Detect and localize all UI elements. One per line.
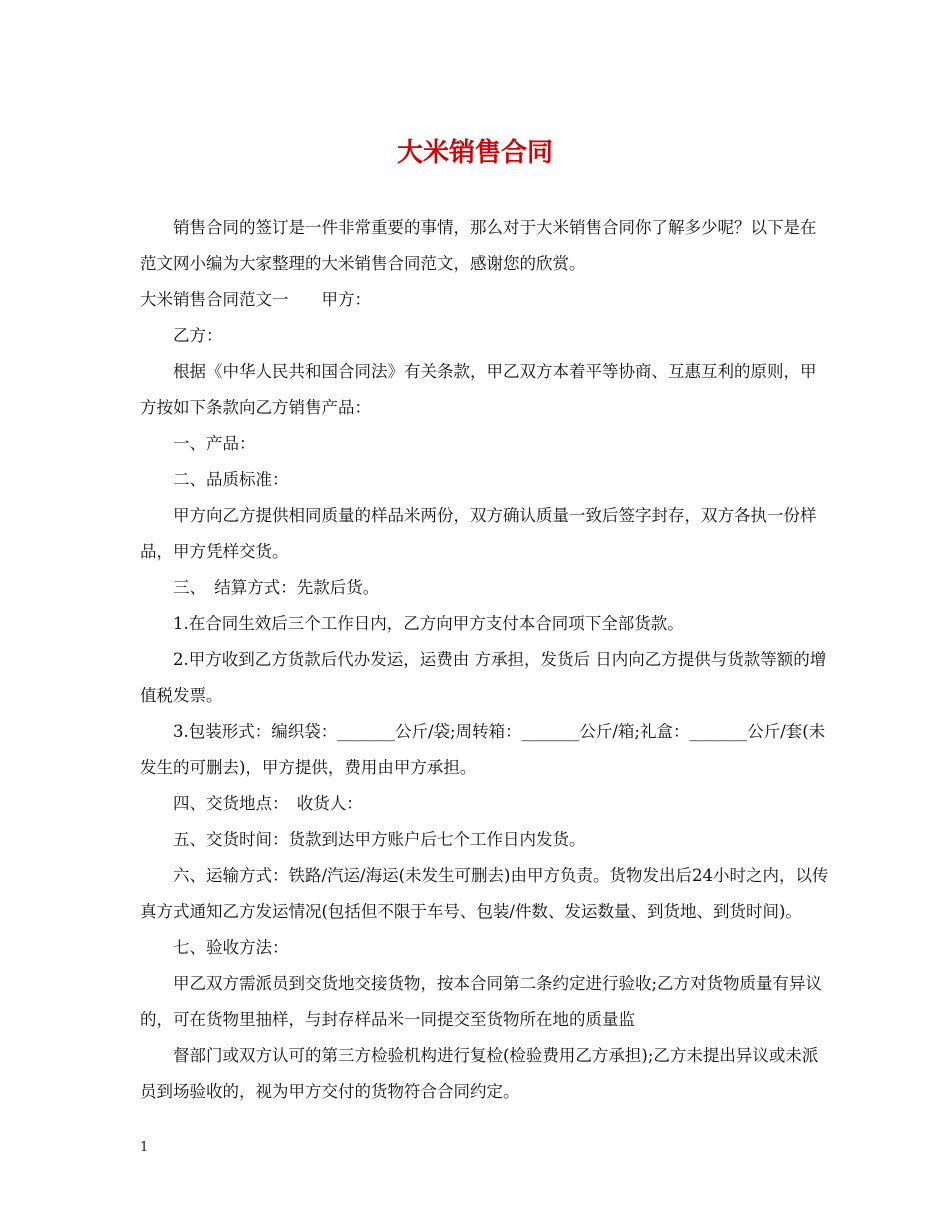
paragraph: 1.在合同生效后三个工作日内，乙方向甲方支付本合同项下全部货款。	[173, 614, 684, 633]
paragraph: 二、品质标准：	[173, 470, 289, 489]
document-body	[140, 210, 832, 1110]
paragraph: 甲方向乙方提供相同质量的样品米两份，双方确认质量一致后签字封存，双方各执一份样品，甲方凭样交货。	[140, 506, 817, 561]
paragraph: 一、产品：	[173, 434, 256, 453]
paragraph: 四、交货地点： 收货人：	[173, 794, 363, 813]
paragraph: 七、验收方法：	[173, 938, 289, 957]
paragraph: 六、运输方式：铁路/汽运/海运(未发生可删去)由甲方负责。货物发出后24小时之内，以传真方式通知乙方发运情况(包括但不限于车号、包装/件数、发运数量、到货地、到货时间)。	[140, 866, 829, 921]
paragraph: 督部门或双方认可的第三方检验机构进行复检(检验费用乙方承担);乙方未提出异议或未派员到场验收的，视为甲方交付的货物符合合同约定。	[140, 1046, 819, 1101]
paragraph: 根据《中华人民共和国合同法》有关条款，甲乙双方本着平等协商、互惠互利的原则，甲方按如下条款向乙方销售产品：	[140, 362, 817, 417]
paragraph: 销售合同的签订是一件非常重要的事情，那么对于大米销售合同你了解多少呢？以下是在范文网小编为大家整理的大米销售合同范文，感谢您的欣赏。	[140, 218, 817, 273]
paragraph: 3.包装形式：编织袋：_______公斤/袋;周转箱：_______公斤/箱;礼盒：_______公斤/套(未发生的可删去)，甲方提供，费用由甲方承担。	[140, 722, 826, 777]
paragraph: 甲乙双方需派员到交货地交接货物，按本合同第二条约定进行验收;乙方对货物质量有异议的，可在货物里抽样，与封存样品米一同提交至货物所在地的质量监	[140, 974, 823, 1029]
paragraph: 乙方：	[173, 326, 223, 345]
paragraph: 三、 结算方式：先款后货。	[173, 578, 380, 597]
paragraph: 2.甲方收到乙方货款后代办发运，运费由 方承担，发货后 日内向乙方提供与货款等额的增值税发票。	[140, 650, 827, 705]
document-title: 大米销售合同	[396, 138, 553, 168]
paragraph: 五、交货时间：货款到达甲方账户后七个工作日内发货。	[173, 830, 586, 849]
paragraph: 大米销售合同范文一 甲方：	[140, 290, 371, 309]
page-number: 1	[140, 1140, 149, 1155]
